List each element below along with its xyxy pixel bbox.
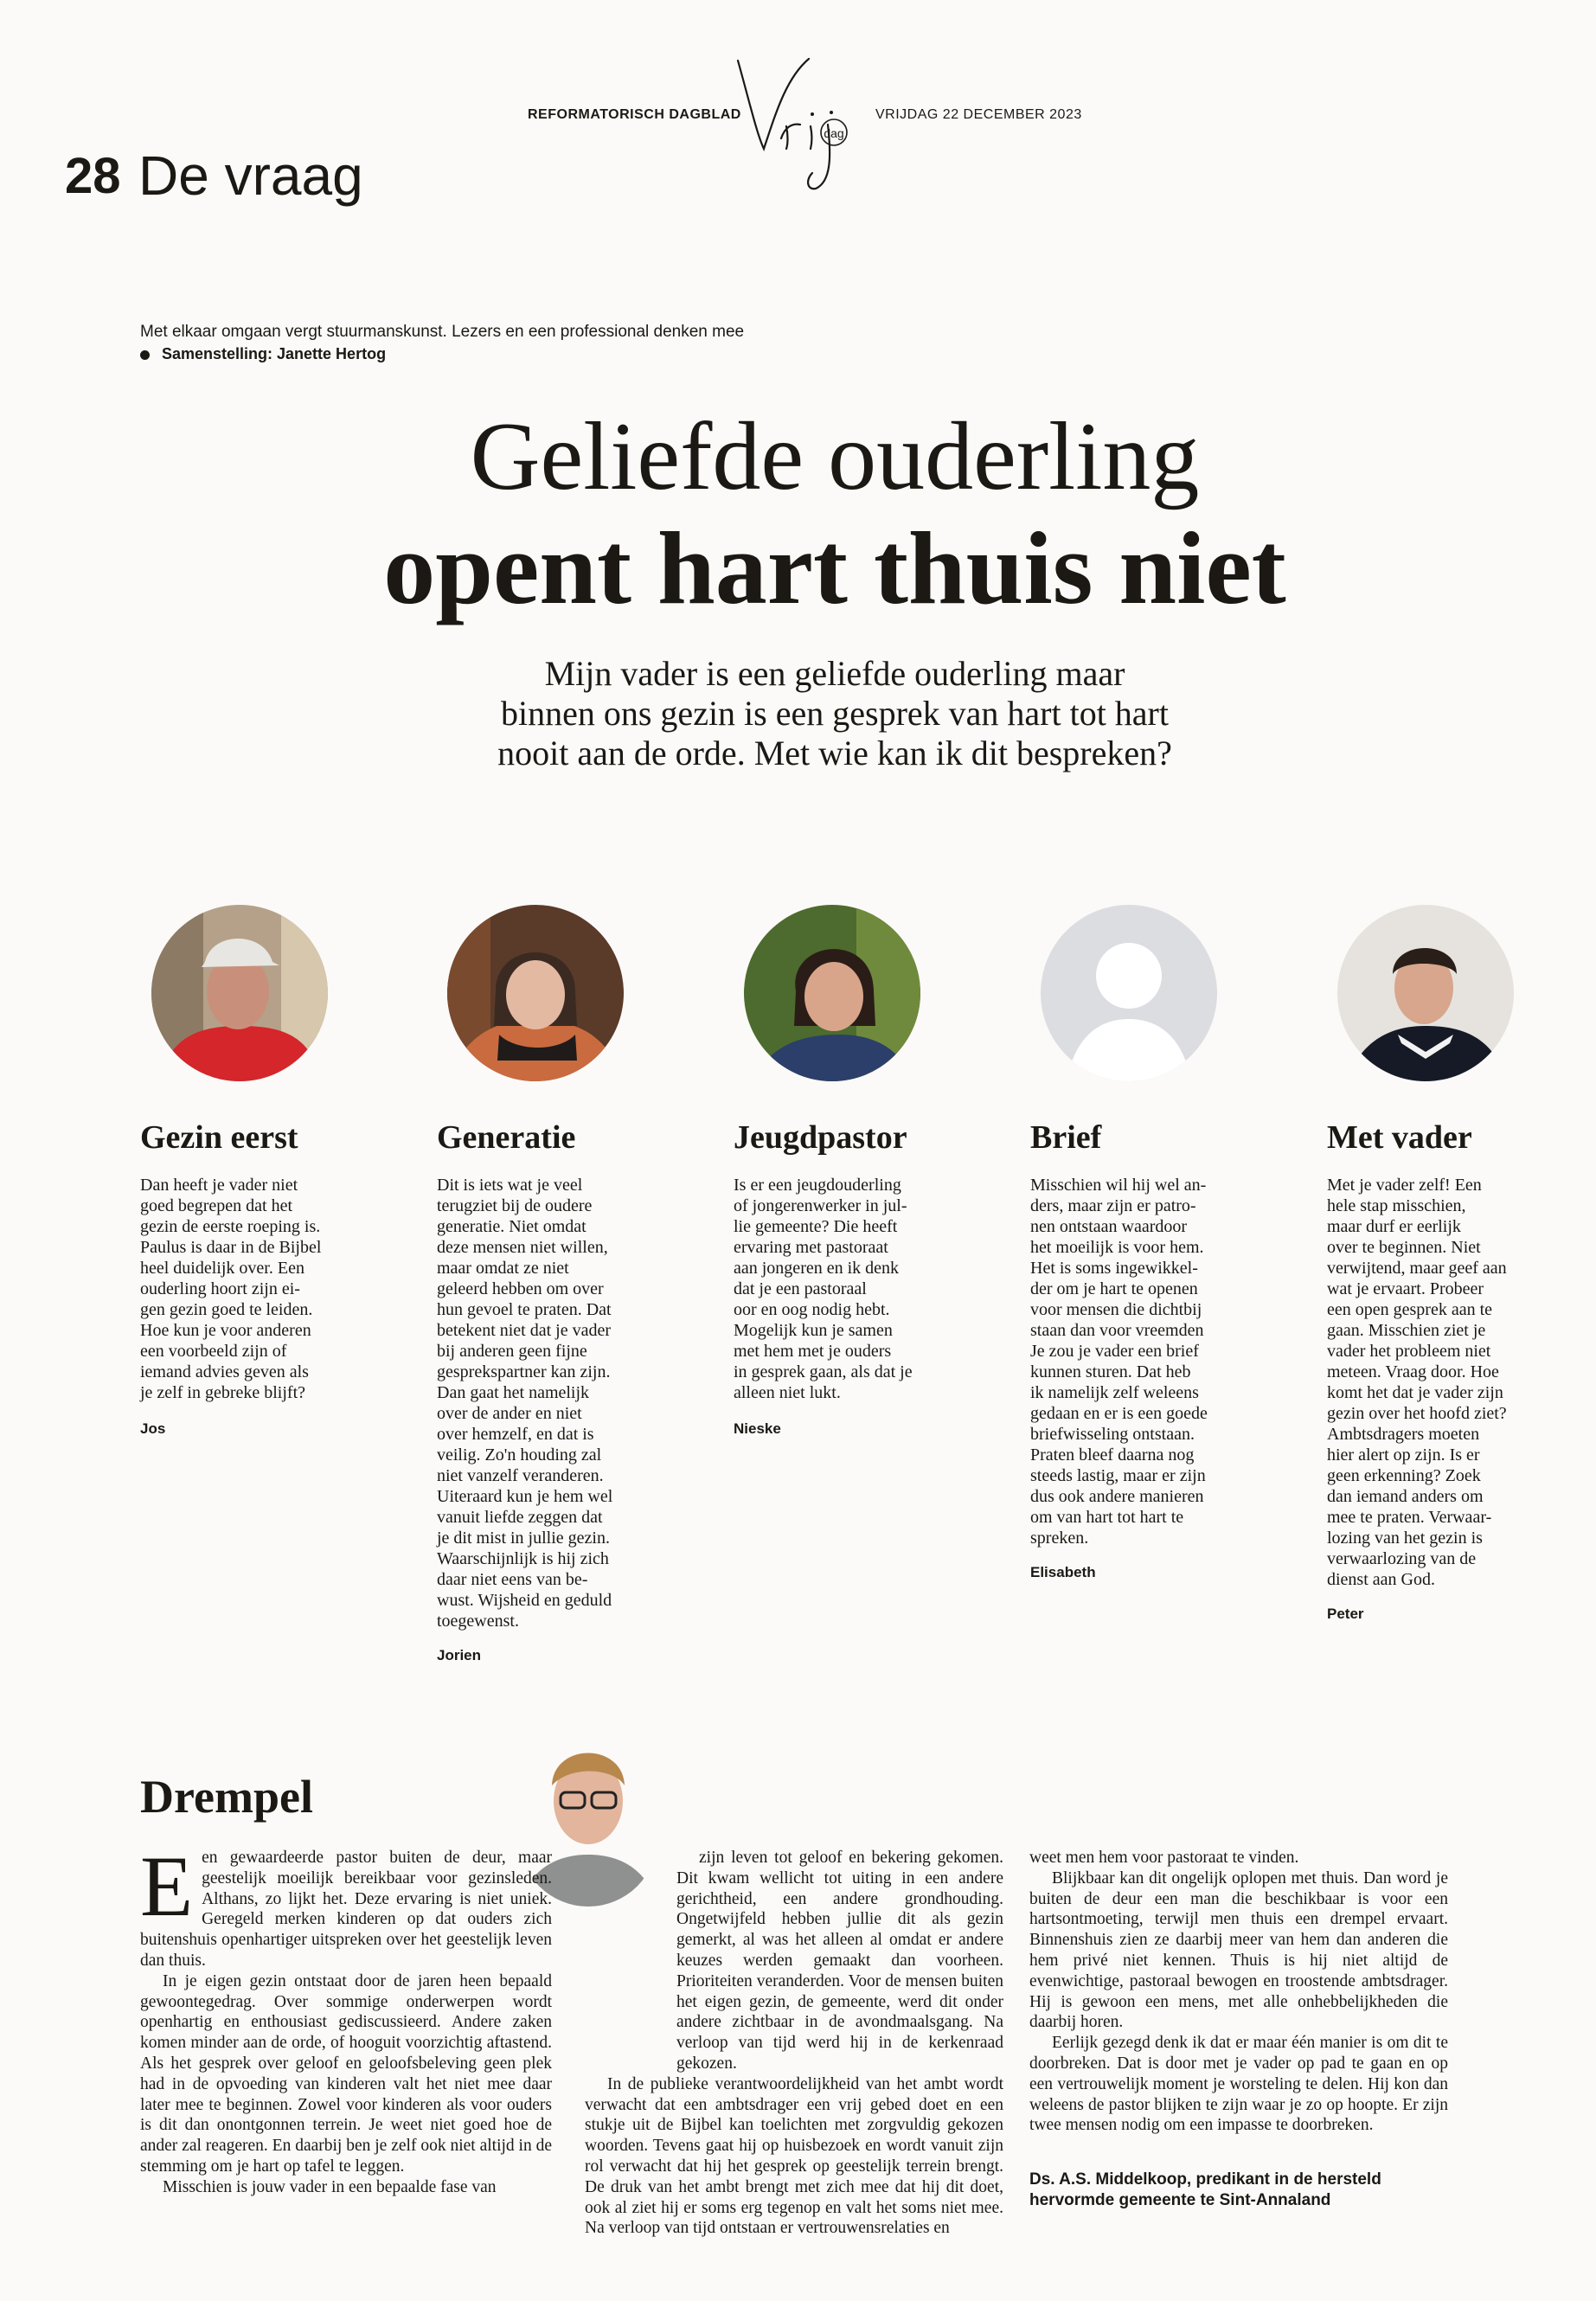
answer-signature: Jorien: [437, 1647, 482, 1663]
article-column-2: [585, 1848, 1003, 2239]
article-paragraph: In je eigen gezin ontstaat door de jaren heen bepaald gewoontegedrag. Over sommige onderwerpen wordt openhartig en enthousiast gediscussieerd. Andere zaken komen minder aan de orde, of hooguit voorzichtig aftastend. Als het gesprek over geloof en geloofsbeleving geen plek had in de opvoeding van kinderen valt het niet mee daar later mee te beginnen. Zowel voor kinderen als voor ouders is dit dan onontgonnen terrein. Je weet niet goed hoe de ander zal reageren. En daarbij ben je zelf ook niet altijd in de stemming om je hart op tafel te leggen.: [140, 1971, 552, 2176]
answer-heading: Gezin eerst: [140, 1119, 298, 1156]
avatar-jos: [151, 905, 328, 1081]
article-paragraph: Blijkbaar kan dit ongelijk oplopen met thuis. Dan word je buiten de deur een man die beschikbaar is voor een hartsontmoeting, terwijl men thuis een drempel ervaart. Binnenshuis zien ze daarbij meer van hem dan anderen die hem privé niet kennen. Thuis is hij niet altijd de evenwichtige, pastoraal bewogen en troostende ambtsdrager. Hij is gewoon een mens, met alle onhebbelijkheden die daarbij horen.: [1029, 1868, 1448, 2032]
answer-heading: Brief: [1030, 1119, 1102, 1156]
article-paragraph: zijn leven tot geloof en bekering gekomen. Dit kwam wellicht tot uiting in een andere gerichtheid, een andere grondhouding. Ongetwijfeld hebben jullie dit als gezin gemerkt, al was het alleen al omdat er andere keuzes werden gemaakt dan voorheen. Prioriteiten veranderden. Voor de mensen buiten het eigen gezin, de gemeente, werd dit onder andere zichtbaar in de avondmaalsgang. Na verloop van tijd werd hij in de kerkenraad gekozen.: [676, 1849, 1003, 2073]
answer-heading: Generatie: [437, 1119, 576, 1156]
newspaper-name: REFORMATORISCH DAGBLAD: [528, 107, 741, 122]
answer-signature: Jos: [140, 1420, 166, 1437]
answer-body: Misschien wil hij wel an- ders, maar zijn er patro- nen ontstaan waardoor het moeilijk is voor hem. Het is soms ingewikkel- der om je hart te openen voor mensen die dichtbij staan dan voor vreemden Je zou je vader een brief kunnen sturen. Dat heb ik namelijk zelf weleens gedaan en er is een goede briefwisseling ontstaan. Praten bleef daarna nog steeds lastig, maar er zijn dus ook andere manieren om van hart tot hart te spreken.: [1030, 1176, 1208, 1548]
article-paragraph: Eerlijk gezegd denk ik dat er maar één manier is om dit te doorbreken. Dat is door met je vader op pad te gaan en op een vertrouwelijk moment je worsteling te delen. Hij kon dan weleens de pastor blijken te zijn waar je zo op hoopte. Er zijn twee mensen nodig om een impasse te doorbreken.: [1029, 2034, 1448, 2135]
logo-badge: dag: [824, 126, 844, 140]
drop-cap: E: [140, 1838, 194, 1934]
kicker: Met elkaar omgaan vergt stuurmanskunst. Lezers en een professional denken mee: [140, 323, 745, 341]
headline-line-2: opent hart thuis niet: [383, 510, 1286, 625]
avatar-elisabeth-placeholder: [1041, 905, 1217, 1081]
intro-line: binnen ons gezin is een gesprek van hart tot hart: [501, 694, 1169, 733]
answer-body: Dan heeft je vader niet goed begrepen dat het gezin de eerste roeping is. Paulus is daar in de Bijbel heel duidelijk over. Een ouderling hoort zijn ei- gen gezin goed te leiden. Hoe kun je voor anderen een voorbeeld zijn of iemand advies geven als je zelf in gebreke blijft?: [140, 1176, 322, 1402]
avatar-jorien: [447, 905, 624, 1081]
article-paragraph: weet men hem voor pastoraat te vinden.: [1029, 1849, 1299, 1867]
article-heading: Drempel: [140, 1771, 313, 1823]
answer-body: Met je vader zelf! Een hele stap misschien, maar durf er eerlijk over te beginnen. Niet verwijtend, maar geef aan wat je ervaart. Probeer een open gesprek aan te gaan. Misschien ziet je vader het probleem niet meteen. Vraag door. Hoe komt het dat je vader zijn gezin over het hoofd ziet? Ambtsdragers moeten hier alert op zijn. Is er geen erkenning? Zoek dan iemand anders om mee te praten. Verwaar- lozing van het gezin is verwaarlozing van de dienst aan God.: [1327, 1176, 1507, 1589]
answer-body: Is er een jeugdouderling of jongerenwerker in jul- lie gemeente? Die heeft ervaring met pastoraat aan jongeren en ik denk dat je een pastoraal oor en oog nodig hebt. Mogelijk kun je samen met hem met je ouders in gesprek gaan, als dat je alleen niet lukt.: [734, 1176, 913, 1402]
article-column-1: [140, 1838, 552, 2198]
answer-signature: Nieske: [734, 1420, 781, 1437]
article-paragraph: Misschien is jouw vader in een bepaalde fase van: [163, 2177, 497, 2196]
answer-signature: Peter: [1327, 1606, 1364, 1622]
author-signature: Ds. A.S. Middelkoop, predikant in de hersteld hervormde gemeente te Sint-Annaland: [1029, 2170, 1381, 2209]
avatar-nieske: [744, 905, 920, 1081]
article-paragraph: Een gewaardeerde pastor buiten de deur, maar geestelijk moeilijk bereikbaar voor gezinsleden. Althans, zo lijkt het. Deze ervaring is niet uniek. Geregeld merken kinderen op dat ouders zich buitenshuis openhartiger uitspreken over het geestelijk leven dan thuis.: [140, 1838, 552, 1970]
bullet-icon: [140, 350, 150, 360]
issue-date: VRIJDAG 22 DECEMBER 2023: [875, 107, 1082, 122]
intro-line: Mijn vader is een geliefde ouderling maar: [544, 654, 1125, 693]
answer-body: Dit is iets wat je veel terugziet bij de oudere generatie. Niet omdat deze mensen niet willen, maar omdat ze niet geleerd hebben om over hun gevoel te praten. Dat betekent niet dat je vader bij anderen geen fijne gesprekspartner kan zijn. Dan gaat het namelijk over de ander en niet over hemzelf, en dat is veilig. Zo'n houding zal niet vanzelf veranderen. Uiteraard kun je hem wel vanuit liefde zeggen dat je dit mist in jullie gezin. Waarschijnlijk is hij zich daar niet eens van be- wust. Wijsheid en geduld toegewenst.: [437, 1176, 613, 1631]
answer-heading: Met vader: [1327, 1119, 1472, 1156]
answer-heading: Jeugdpastor: [734, 1119, 907, 1156]
page-number: 28: [65, 148, 121, 204]
intro-question: [346, 654, 1324, 773]
vrijdag-logo: [731, 52, 874, 199]
byline: [140, 345, 386, 363]
article-column-3: [1029, 1848, 1448, 2136]
headline-line-1: Geliefde ouderling: [470, 403, 1200, 510]
article-paragraph: In de publieke verantwoordelijkheid van het ambt wordt verwacht dat een ambtsdrager een vrij gebed doet en een stukje uit de Bijbel kan toelichten met zorgvuldig gekozen woorden. Tevens gaat hij op huisbezoek en wordt vanuit zijn rol verwacht dat hij het gesprek op geestelijk terrein brengt. De druk van het ambt brengt met zich mee dat hij dit doet, ook al ziet hij er soms erg tegenop en valt het soms niet mee. Na verloop van tijd ontstaan er vertrouwensrelaties en: [585, 2074, 1003, 2238]
intro-line: nooit aan de orde. Met wie kan ik dit bespreken?: [497, 734, 1172, 772]
byline-text: Samenstelling: Janette Hertog: [162, 345, 387, 362]
avatar-peter: [1337, 905, 1514, 1081]
section-title: De vraag: [138, 144, 363, 207]
answer-signature: Elisabeth: [1030, 1564, 1096, 1580]
